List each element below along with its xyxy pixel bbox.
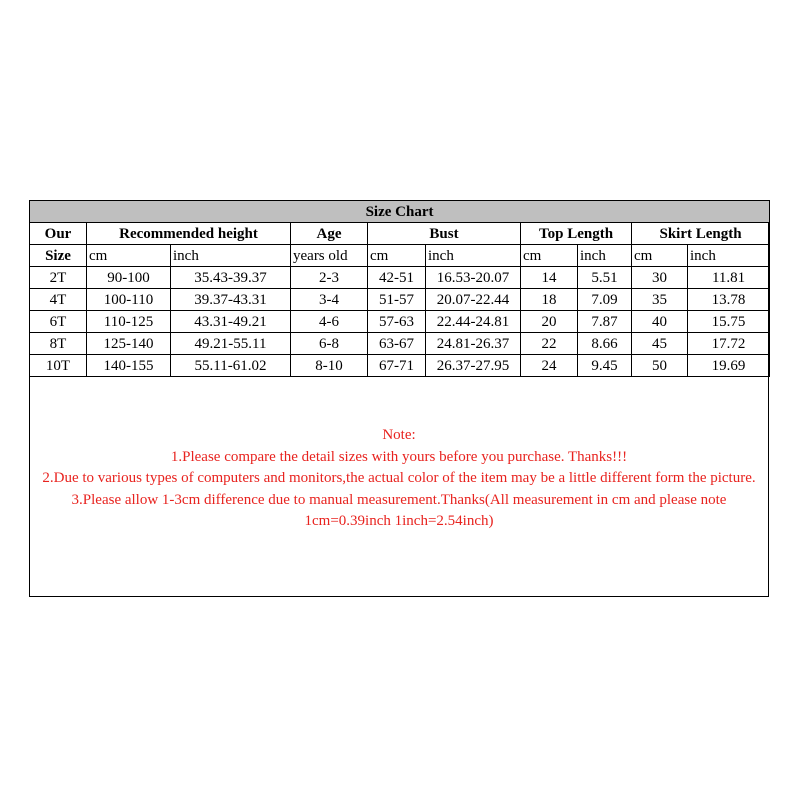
top-cm-cell: 24 — [521, 355, 578, 377]
height-header: Recommended height — [87, 223, 291, 245]
size-cell: 8T — [30, 333, 87, 355]
bust-inch-cell: 24.81-26.37 — [426, 333, 521, 355]
size-cell: 4T — [30, 289, 87, 311]
bust-inch-cell: 20.07-22.44 — [426, 289, 521, 311]
skirt-cm-cell: 40 — [632, 311, 688, 333]
top-cm-cell: 14 — [521, 267, 578, 289]
top-length-header: Top Length — [521, 223, 632, 245]
bust-inch-unit: inch — [426, 245, 521, 267]
skirt-cm-unit: cm — [632, 245, 688, 267]
bust-cm-cell: 42-51 — [368, 267, 426, 289]
note-item-3: 3.Please allow 1-3cm difference due to manual measurement.Thanks(All measurement in cm and please note 1cm=0.39inch 1inch=2.54inch) — [71, 491, 727, 529]
skirt-inch-cell: 19.69 — [688, 355, 770, 377]
size-cell: 10T — [30, 355, 87, 377]
chart-title: Size Chart — [30, 201, 770, 223]
bust-inch-cell: 22.44-24.81 — [426, 311, 521, 333]
our-size-header-line1: Our — [30, 223, 87, 245]
title-row — [30, 201, 770, 223]
skirt-cm-cell: 35 — [632, 289, 688, 311]
note-item-2: 2.Due to various types of computers and monitors,the actual color of the item may be a little different form the picture. — [42, 470, 756, 486]
height-cm-cell: 125-140 — [87, 333, 171, 355]
age-cell: 8-10 — [291, 355, 368, 377]
height-inch-cell: 39.37-43.31 — [171, 289, 291, 311]
skirt-cm-cell: 30 — [632, 267, 688, 289]
top-inch-unit: inch — [578, 245, 632, 267]
size-cell: 2T — [30, 267, 87, 289]
table-row — [30, 267, 770, 289]
note-item-1: 1.Please compare the detail sizes with yours before you purchase. Thanks!!! — [170, 448, 628, 465]
bust-inch-cell: 26.37-27.95 — [426, 355, 521, 377]
height-cm-unit: cm — [87, 245, 171, 267]
bust-inch-cell: 16.53-20.07 — [426, 267, 521, 289]
size-cell: 6T — [30, 311, 87, 333]
top-inch-cell: 9.45 — [578, 355, 632, 377]
skirt-inch-unit: inch — [688, 245, 770, 267]
height-inch-cell: 35.43-39.37 — [171, 267, 291, 289]
height-inch-cell: 43.31-49.21 — [171, 311, 291, 333]
top-cm-cell: 18 — [521, 289, 578, 311]
skirt-inch-cell: 11.81 — [688, 267, 770, 289]
bust-cm-cell: 57-63 — [368, 311, 426, 333]
height-cm-cell: 90-100 — [87, 267, 171, 289]
top-cm-cell: 20 — [521, 311, 578, 333]
top-inch-cell: 7.87 — [578, 311, 632, 333]
height-cm-cell: 140-155 — [87, 355, 171, 377]
bust-cm-cell: 67-71 — [368, 355, 426, 377]
skirt-inch-cell: 15.75 — [688, 311, 770, 333]
table-row — [30, 289, 770, 311]
size-chart-table — [29, 200, 770, 377]
height-cm-cell: 110-125 — [87, 311, 171, 333]
height-inch-unit: inch — [171, 245, 291, 267]
top-cm-unit: cm — [521, 245, 578, 267]
age-header: Age — [291, 223, 368, 245]
height-inch-cell: 49.21-55.11 — [171, 333, 291, 355]
table-row — [30, 355, 770, 377]
bust-cm-unit: cm — [368, 245, 426, 267]
age-cell: 3-4 — [291, 289, 368, 311]
notes-section — [30, 425, 768, 533]
age-cell: 4-6 — [291, 311, 368, 333]
age-cell: 2-3 — [291, 267, 368, 289]
unit-row — [30, 245, 770, 267]
top-inch-cell: 7.09 — [578, 289, 632, 311]
skirt-length-header: Skirt Length — [632, 223, 770, 245]
bust-cm-cell: 63-67 — [368, 333, 426, 355]
our-size-header-line2: Size — [30, 245, 87, 267]
skirt-inch-cell: 17.72 — [688, 333, 770, 355]
bust-cm-cell: 51-57 — [368, 289, 426, 311]
top-inch-cell: 8.66 — [578, 333, 632, 355]
age-unit: years old — [291, 245, 368, 267]
skirt-cm-cell: 45 — [632, 333, 688, 355]
notes-heading: Note: — [382, 427, 416, 443]
age-cell: 6-8 — [291, 333, 368, 355]
top-inch-cell: 5.51 — [578, 267, 632, 289]
top-cm-cell: 22 — [521, 333, 578, 355]
bust-header: Bust — [368, 223, 521, 245]
table-row — [30, 333, 770, 355]
header-row — [30, 223, 770, 245]
skirt-cm-cell: 50 — [632, 355, 688, 377]
skirt-inch-cell: 13.78 — [688, 289, 770, 311]
height-cm-cell: 100-110 — [87, 289, 171, 311]
height-inch-cell: 55.11-61.02 — [171, 355, 291, 377]
table-row — [30, 311, 770, 333]
